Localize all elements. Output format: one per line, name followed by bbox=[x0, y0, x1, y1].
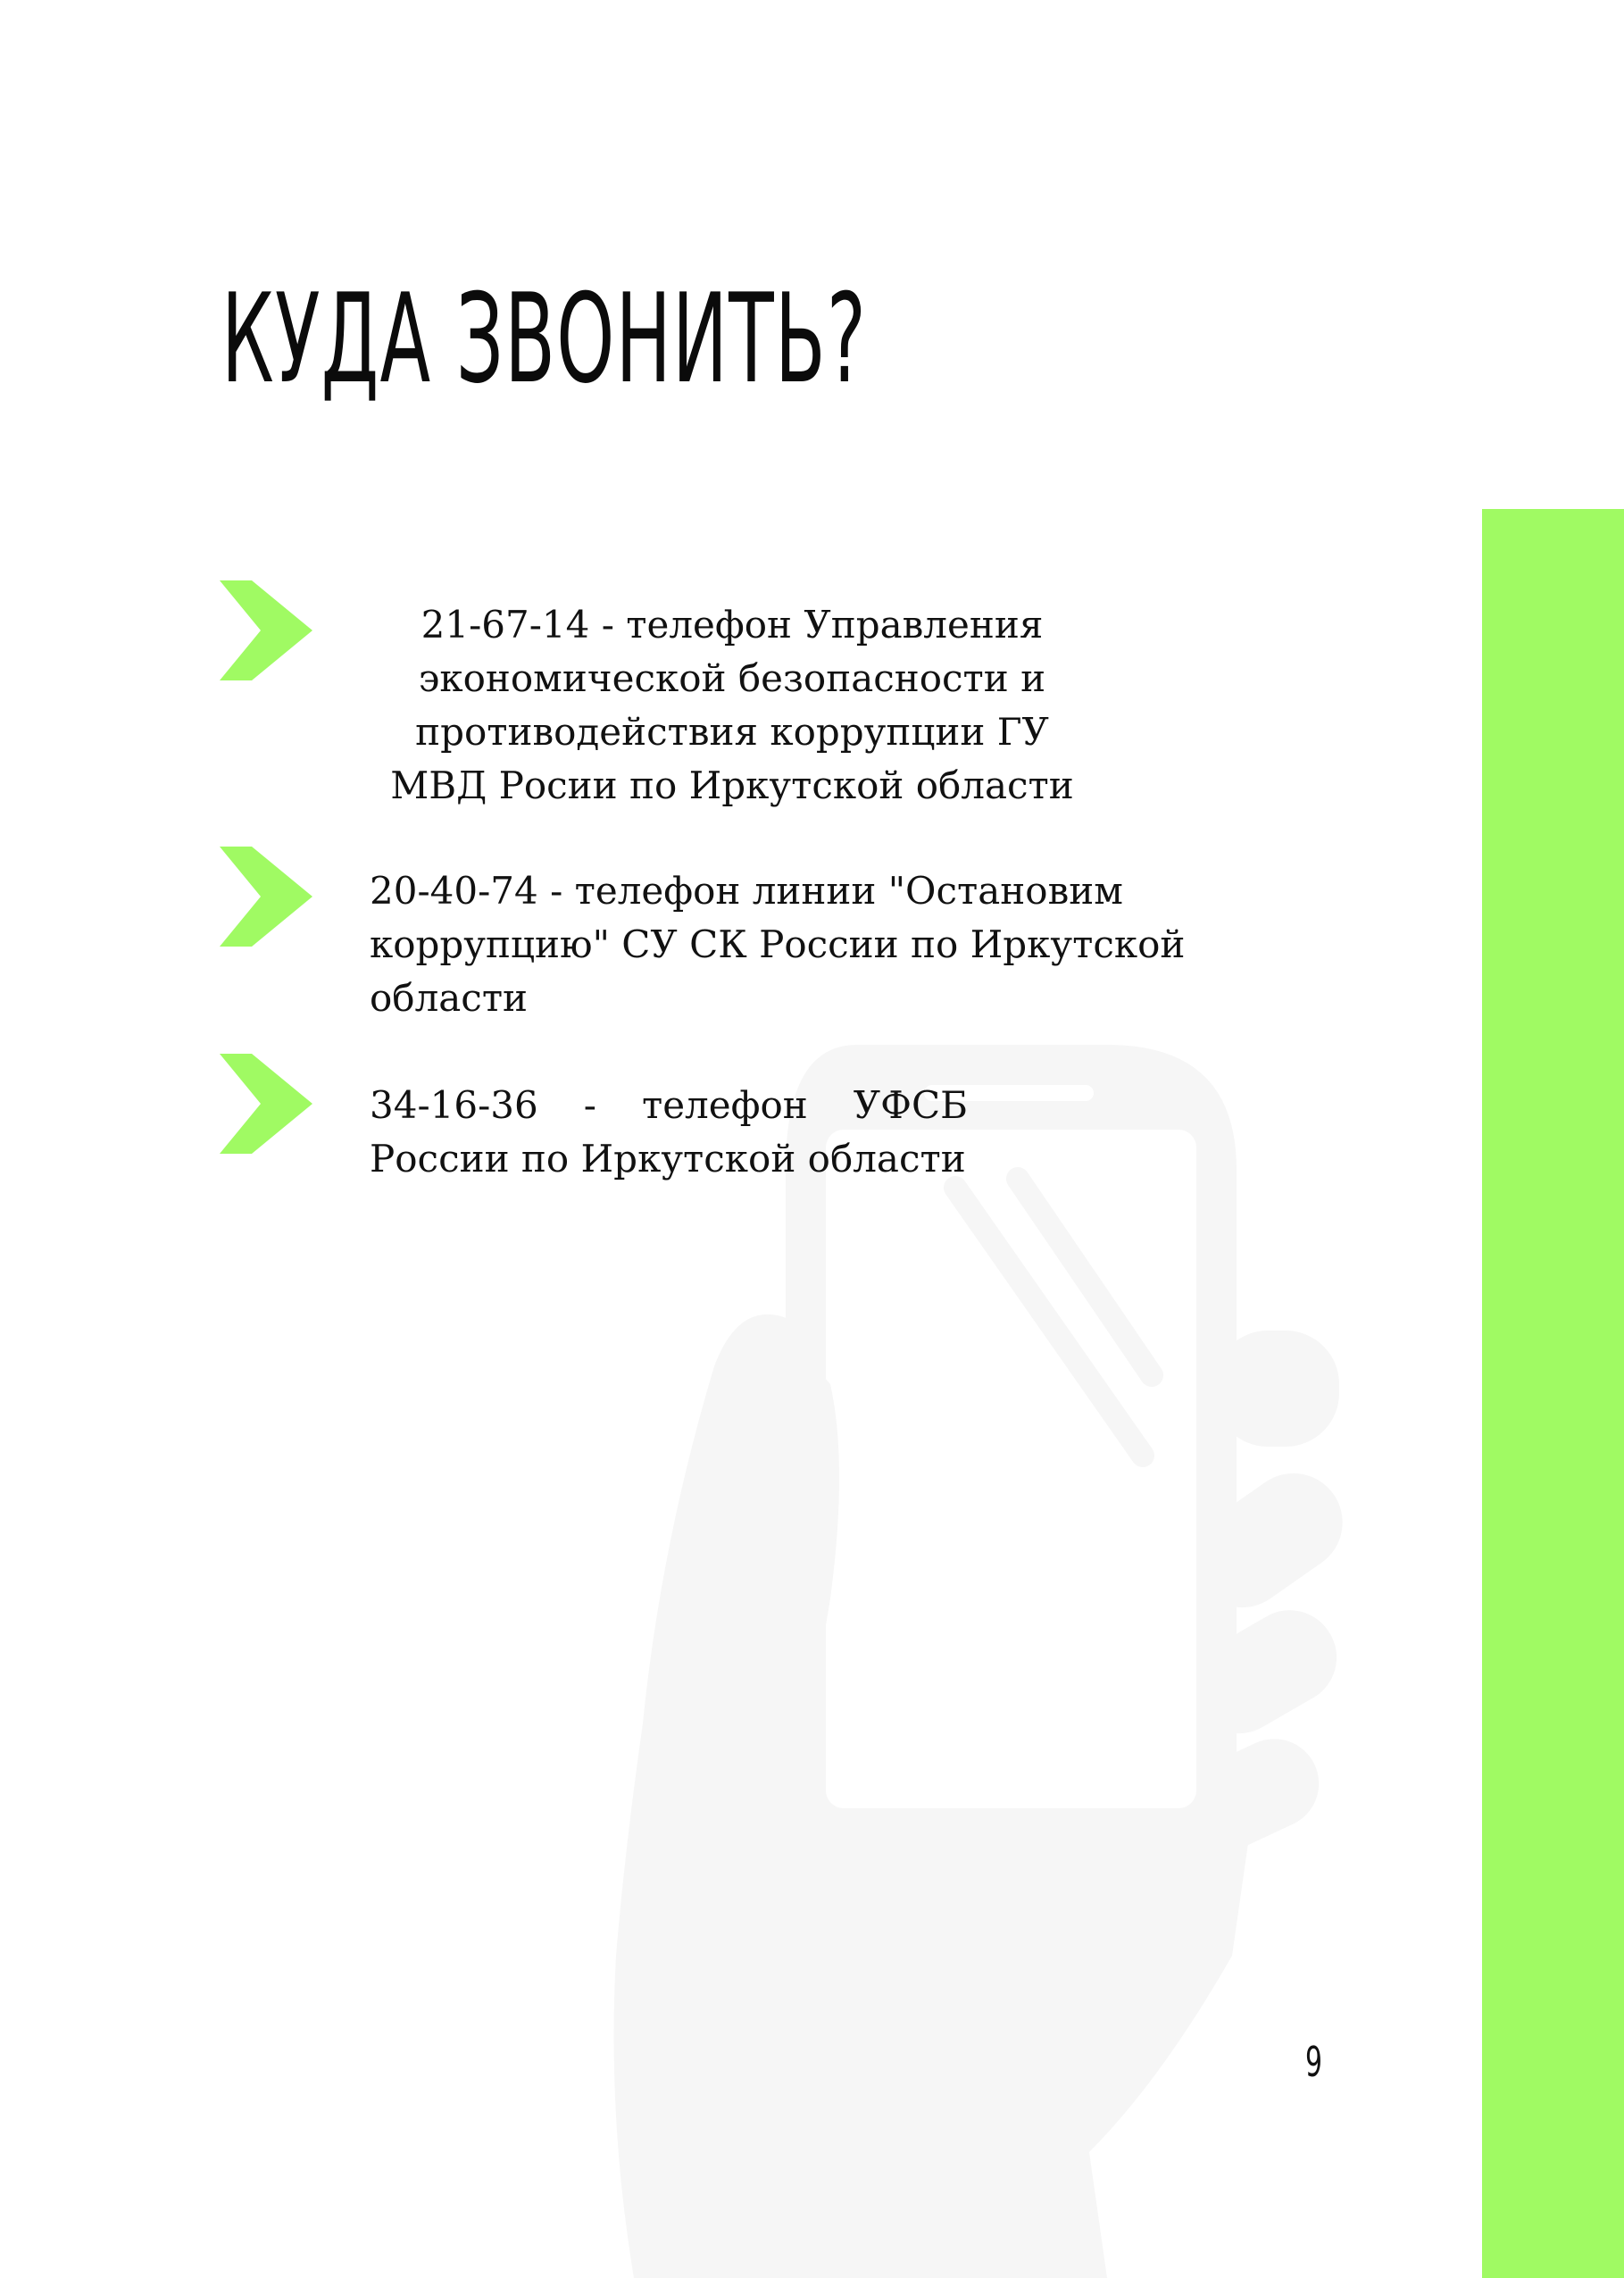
agency-name: УФСБ bbox=[853, 1083, 968, 1127]
contact-line: МВД Росии по Иркутской области bbox=[390, 764, 1074, 807]
hand-holding-phone-icon bbox=[607, 1045, 1411, 2278]
contact-line: коррупцию" СУ СК России по Иркутской bbox=[370, 922, 1186, 966]
contact-line: противодействия коррупции ГУ bbox=[415, 710, 1049, 754]
chevron-right-icon bbox=[220, 580, 312, 680]
chevron-right-icon bbox=[220, 1054, 312, 1154]
accent-side-bar bbox=[1482, 509, 1624, 2278]
phone-word: телефон bbox=[641, 1083, 808, 1127]
page-title: КУДА ЗВОНИТЬ? bbox=[221, 267, 868, 411]
contact-line: 20-40-74 - телефон линии "Остановим bbox=[370, 869, 1123, 913]
contact-line: 21-67-14 - телефон Управления bbox=[421, 603, 1044, 647]
contact-item-stop-corruption-line bbox=[370, 864, 1227, 1025]
contact-line: России по Иркутской области bbox=[370, 1137, 966, 1181]
dash: - bbox=[583, 1083, 596, 1127]
phone-number: 34-16-36 bbox=[370, 1083, 538, 1127]
contact-line: экономической безопасности и bbox=[418, 656, 1046, 700]
contact-item-economic-security bbox=[366, 598, 1098, 813]
contact-line bbox=[370, 1079, 968, 1132]
chevron-right-icon bbox=[220, 847, 312, 947]
page-number: 9 bbox=[1305, 2038, 1323, 2086]
contact-line: области bbox=[370, 976, 529, 1020]
contact-item-fsb bbox=[370, 1079, 1012, 1186]
